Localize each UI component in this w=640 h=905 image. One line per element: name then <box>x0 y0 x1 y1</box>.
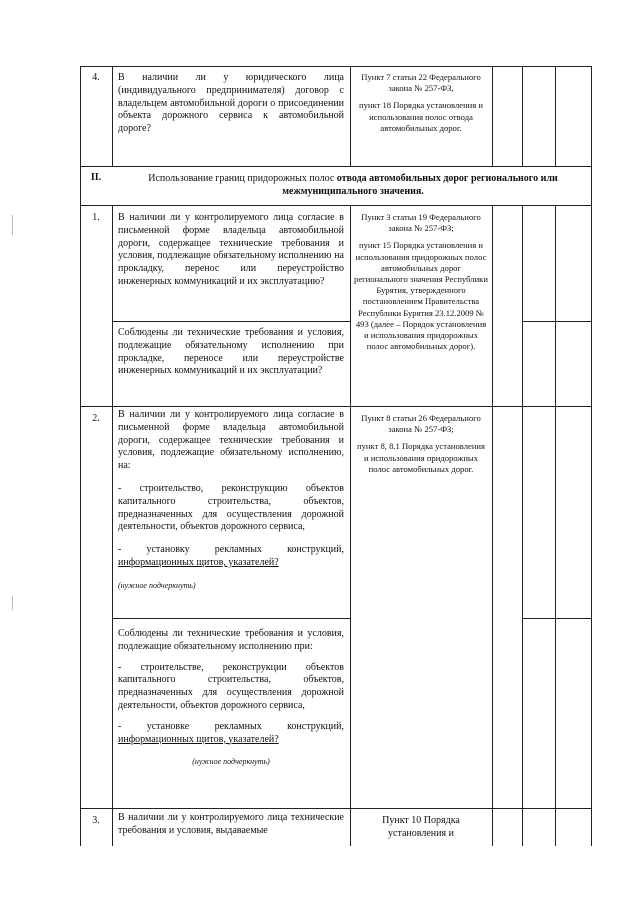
legal-reference-line: Пункт 3 статьи 19 Федерального закона № 257-ФЗ; <box>361 212 481 234</box>
section-title-plain: Использование границ придорожных полос <box>148 173 337 184</box>
legal-reference-line: Пункт 10 Порядка установления и <box>382 815 460 839</box>
subrow-border <box>112 321 350 322</box>
question-text <box>118 628 344 775</box>
checklist-table <box>80 66 592 846</box>
question-item-plain: - установку рекламных конструкций, <box>118 544 344 556</box>
col-divider-num <box>112 205 113 846</box>
question-item: - строительстве, реконструкции объектов капитального строительства, объектов, предназначенных для осуществления дорожной деятельности, объектов дорожного сервиса, <box>118 661 344 711</box>
row-number: 4. <box>92 72 100 83</box>
row-border <box>80 808 592 809</box>
col-divider-ref <box>492 205 493 846</box>
section-title-bold: отвода автомобильных дорог регионального или межмуниципального значения. <box>282 173 558 197</box>
subrow-border <box>522 321 592 322</box>
question-item-underlined: информационных щитов, указателей? <box>118 733 279 745</box>
choice-note: (нужное подчеркнуть) <box>118 580 196 590</box>
question-text: Соблюдены ли технические требования и условия, подлежащие обязательному исполнению при: <box>118 628 344 652</box>
legal-reference <box>354 815 488 847</box>
section-title <box>120 172 586 198</box>
row-border <box>80 205 592 206</box>
question-text: В наличии ли у контролируемого лица технические требования и условия, выдаваемые <box>118 812 344 836</box>
question-text <box>118 72 344 142</box>
question-text: В наличии ли у контролируемого лица согласие в письменной форме владельца автомобильной дороги, содержащее технические требования и условия, подлежащие обязательному исполнению, на: <box>118 409 344 472</box>
table-border-right <box>591 66 592 846</box>
question-text: Соблюдены ли технические требования и условия, подлежащие обязательному исполнению при прокладке, переносе или переустройстве инженерных коммуникаций и их эксплуатации? <box>118 327 344 377</box>
col-divider-yes <box>522 205 523 846</box>
question-text: В наличии ли у юридического лица (индивидуального предпринимателя) договор с владельцем автомобильной дороги о присоединении объекта дорожного сервиса к автомобильной дороге? <box>118 72 344 135</box>
subrow-border <box>522 618 592 619</box>
question-text: В наличии ли у контролируемого лица согласие в письменной форме владельца автомобильной дороги, содержащее технические требования и условия, подлежащие обязательному исполнению на прокладку, перенос или переустройство инженерных коммуникаций и их эксплуатацию? <box>118 212 344 287</box>
col-divider-yes <box>522 66 523 166</box>
question-item: - строительство, реконструкцию объектов капитального строительства, объектов, предназначенных для осуществления дорожной деятельности, объектов дорожного сервиса, <box>118 482 344 533</box>
question-text <box>118 812 344 844</box>
col-divider-question <box>350 66 351 166</box>
row-border <box>80 406 592 407</box>
row-number: 1. <box>92 212 100 223</box>
row-border-top <box>80 66 592 67</box>
question-text <box>118 327 344 384</box>
subrow-border <box>112 618 350 619</box>
col-divider-no <box>555 205 556 846</box>
choice-note: (нужное подчеркнуть) <box>192 757 270 767</box>
col-divider-ref <box>492 66 493 166</box>
scan-mark <box>12 215 13 235</box>
question-text <box>118 212 344 295</box>
scan-mark <box>12 596 13 610</box>
section-number: II. <box>90 172 102 183</box>
legal-reference-line: пункт 18 Порядка установления и использования полос отвода автомобильных дорог. <box>359 100 483 133</box>
legal-reference-line: пункт 8, 8.1 Порядка установления и использования придорожных полос автомобильных дорог. <box>357 441 485 474</box>
question-text <box>118 409 344 599</box>
row-border <box>80 166 592 167</box>
legal-reference-line: Пункт 8 статьи 26 Федерального закона № 257-ФЗ; <box>361 413 481 435</box>
legal-reference <box>354 212 488 358</box>
row-number: 2. <box>92 413 100 424</box>
legal-reference <box>354 413 488 481</box>
question-item-plain: - установке рекламных конструкций, <box>118 720 344 732</box>
question-item-underlined: информационных щитов, указателей? <box>118 556 279 568</box>
legal-reference <box>354 72 488 140</box>
legal-reference-line: пункт 15 Порядка установления и использования придорожных полос автомобильных дорог регионального значения Республики Бурятия, утвержденного постановлением Правительства Республики Бурятия 23.12.2009 № 493 (далее – Порядок установления и использования придорожных полос автомобильных дорог). <box>354 240 488 352</box>
row-number: 3. <box>92 815 100 826</box>
question-item <box>118 544 344 570</box>
col-divider-no <box>555 66 556 166</box>
col-divider-question <box>350 205 351 846</box>
question-item <box>118 721 344 747</box>
legal-reference-line: Пункт 7 статьи 22 Федерального закона № 257-ФЗ, <box>361 72 481 94</box>
col-divider-num <box>112 66 113 166</box>
